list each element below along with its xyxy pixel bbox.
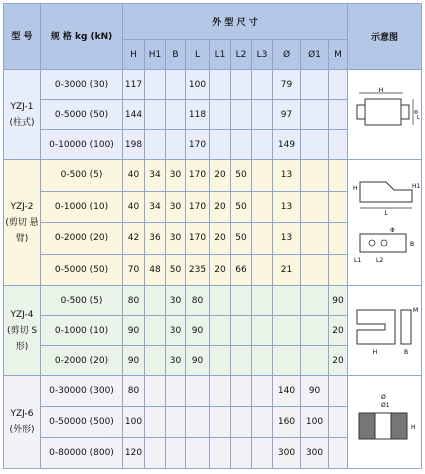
value-cell: 30 xyxy=(166,316,186,346)
header-col-4: L1 xyxy=(210,40,231,70)
d6-phi-label: Ø xyxy=(380,394,386,401)
value-cell xyxy=(252,407,273,438)
value-cell xyxy=(301,100,329,130)
value-cell xyxy=(329,130,348,160)
d2-b-label: B xyxy=(409,240,414,248)
value-cell xyxy=(231,130,252,160)
value-cell xyxy=(329,70,348,100)
value-cell: 235 xyxy=(186,254,210,286)
value-cell: 20 xyxy=(329,346,348,376)
value-cell xyxy=(145,316,166,346)
value-cell xyxy=(329,438,348,469)
value-cell: 21 xyxy=(273,254,301,286)
value-cell xyxy=(329,254,348,286)
header-col-2: B xyxy=(166,40,186,70)
value-cell xyxy=(231,346,252,376)
value-cell xyxy=(210,407,231,438)
value-cell: 300 xyxy=(273,438,301,469)
value-cell xyxy=(145,70,166,100)
value-cell: 90 xyxy=(186,316,210,346)
spec-cell: 0-5000 (50) xyxy=(41,254,123,286)
value-cell xyxy=(145,407,166,438)
value-cell xyxy=(301,160,329,192)
value-cell xyxy=(329,376,348,407)
header-col-7: Ø xyxy=(273,40,301,70)
value-cell: 30 xyxy=(166,223,186,255)
value-cell xyxy=(166,407,186,438)
value-cell: 13 xyxy=(273,223,301,255)
d2-h-label: H xyxy=(352,184,358,192)
header-col-1: H1 xyxy=(145,40,166,70)
value-cell: 90 xyxy=(186,346,210,376)
diagram-cell xyxy=(348,376,422,469)
value-cell xyxy=(301,346,329,376)
value-cell: 140 xyxy=(273,376,301,407)
d2-l-label: L xyxy=(383,209,388,217)
value-cell xyxy=(301,191,329,223)
diagram-cell xyxy=(348,286,422,376)
value-cell: 66 xyxy=(231,254,252,286)
header-col-3: L xyxy=(186,40,210,70)
spec-cell: 0-2000 (20) xyxy=(41,223,123,255)
spec-cell: 0-10000 (100) xyxy=(41,130,123,160)
value-cell xyxy=(252,223,273,255)
spec-cell: 0-3000 (30) xyxy=(41,70,123,100)
header-model: 型 号 xyxy=(4,4,41,70)
header-diagram: 示意图 xyxy=(348,4,422,70)
header-col-0: H xyxy=(123,40,145,70)
value-cell xyxy=(273,286,301,316)
value-cell: 80 xyxy=(186,286,210,316)
column-load-cell-diagram xyxy=(351,85,419,145)
header-dims: 外 型 尺 寸 xyxy=(123,4,348,40)
value-cell: 50 xyxy=(166,254,186,286)
value-cell: 100 xyxy=(186,70,210,100)
value-cell: 198 xyxy=(123,130,145,160)
value-cell: 100 xyxy=(301,407,329,438)
value-cell: 144 xyxy=(123,100,145,130)
table-row xyxy=(4,286,422,316)
value-cell: 30 xyxy=(166,346,186,376)
value-cell xyxy=(145,286,166,316)
value-cell xyxy=(231,376,252,407)
value-cell xyxy=(210,316,231,346)
value-cell: 90 xyxy=(123,316,145,346)
value-cell: 50 xyxy=(231,223,252,255)
value-cell: 30 xyxy=(166,191,186,223)
value-cell xyxy=(166,70,186,100)
value-cell xyxy=(166,130,186,160)
model-cell: YZJ-1 (柱式) xyxy=(4,70,41,160)
value-cell xyxy=(186,438,210,469)
value-cell xyxy=(301,254,329,286)
value-cell: 149 xyxy=(273,130,301,160)
value-cell: 20 xyxy=(329,316,348,346)
value-cell xyxy=(329,100,348,130)
value-cell xyxy=(166,376,186,407)
ring-load-cell-diagram xyxy=(351,391,419,453)
value-cell xyxy=(145,438,166,469)
spec-cell: 0-80000 (800) xyxy=(41,438,123,469)
value-cell xyxy=(301,130,329,160)
value-cell xyxy=(231,438,252,469)
value-cell xyxy=(231,407,252,438)
diagram-cell xyxy=(348,70,422,160)
spec-cell: 0-5000 (50) xyxy=(41,100,123,130)
value-cell xyxy=(210,346,231,376)
spec-table xyxy=(3,3,422,469)
value-cell xyxy=(301,223,329,255)
value-cell: 170 xyxy=(186,223,210,255)
spec-cell: 0-30000 (300) xyxy=(41,376,123,407)
value-cell: 118 xyxy=(186,100,210,130)
value-cell xyxy=(301,286,329,316)
value-cell xyxy=(166,438,186,469)
value-cell: 30 xyxy=(166,286,186,316)
model-cell: YZJ-6 (外形) xyxy=(4,376,41,469)
value-cell: 80 xyxy=(123,286,145,316)
value-cell xyxy=(252,191,273,223)
value-cell: 160 xyxy=(273,407,301,438)
value-cell: 42 xyxy=(123,223,145,255)
value-cell: 13 xyxy=(273,160,301,192)
value-cell xyxy=(252,376,273,407)
value-cell: 300 xyxy=(301,438,329,469)
d4-h-label: H xyxy=(372,348,377,356)
value-cell xyxy=(252,316,273,346)
d6-phi1-label: Ø1 xyxy=(380,402,390,409)
value-cell: 13 xyxy=(273,191,301,223)
spec-cell: 0-50000 (500) xyxy=(41,407,123,438)
value-cell: 20 xyxy=(210,160,231,192)
value-cell xyxy=(252,130,273,160)
spec-cell: 0-1000 (10) xyxy=(41,316,123,346)
table-row xyxy=(4,376,422,407)
value-cell xyxy=(252,286,273,316)
header-spec: 规 格 kg (kN) xyxy=(41,4,123,70)
value-cell xyxy=(145,100,166,130)
d1-phi-label: Φ xyxy=(413,109,418,116)
value-cell xyxy=(252,70,273,100)
model-cell: YZJ-2 (剪切 悬臂) xyxy=(4,160,41,286)
value-cell xyxy=(329,160,348,192)
value-cell xyxy=(252,100,273,130)
diagram-cell xyxy=(348,160,422,286)
value-cell xyxy=(252,254,273,286)
d2-l1-label: L1 xyxy=(353,256,361,264)
value-cell: 36 xyxy=(145,223,166,255)
value-cell xyxy=(301,70,329,100)
value-cell: 80 xyxy=(123,376,145,407)
value-cell: 40 xyxy=(123,160,145,192)
value-cell xyxy=(166,100,186,130)
value-cell xyxy=(210,70,231,100)
value-cell: 48 xyxy=(145,254,166,286)
value-cell xyxy=(210,130,231,160)
d1-l-label: L xyxy=(416,114,420,121)
value-cell xyxy=(273,346,301,376)
value-cell: 120 xyxy=(123,438,145,469)
s-type-diagram xyxy=(351,300,419,362)
header-col-5: L2 xyxy=(231,40,252,70)
value-cell xyxy=(145,346,166,376)
value-cell: 90 xyxy=(329,286,348,316)
header-col-9: M xyxy=(329,40,348,70)
value-cell xyxy=(210,286,231,316)
spec-table-body xyxy=(4,4,422,469)
value-cell xyxy=(186,407,210,438)
value-cell: 90 xyxy=(301,376,329,407)
value-cell: 34 xyxy=(145,191,166,223)
value-cell xyxy=(329,407,348,438)
value-cell xyxy=(145,376,166,407)
value-cell xyxy=(329,223,348,255)
value-cell xyxy=(231,286,252,316)
value-cell: 170 xyxy=(186,191,210,223)
value-cell: 70 xyxy=(123,254,145,286)
d4-b-label: B xyxy=(403,348,408,356)
value-cell: 34 xyxy=(145,160,166,192)
value-cell: 170 xyxy=(186,130,210,160)
value-cell xyxy=(231,70,252,100)
value-cell xyxy=(252,160,273,192)
value-cell xyxy=(210,100,231,130)
value-cell: 90 xyxy=(123,346,145,376)
value-cell: 30 xyxy=(166,160,186,192)
model-cell: YZJ-4 (剪切 S 形) xyxy=(4,286,41,376)
value-cell: 20 xyxy=(210,254,231,286)
value-cell xyxy=(145,130,166,160)
value-cell xyxy=(273,316,301,346)
value-cell: 117 xyxy=(123,70,145,100)
value-cell: 170 xyxy=(186,160,210,192)
value-cell xyxy=(252,346,273,376)
value-cell: 50 xyxy=(231,191,252,223)
value-cell xyxy=(210,438,231,469)
d2-l2-label: L2 xyxy=(375,256,383,264)
table-row xyxy=(4,160,422,192)
header-col-8: Ø1 xyxy=(301,40,329,70)
d2-h1-label: H1 xyxy=(411,182,420,190)
table-row xyxy=(4,70,422,100)
spec-cell: 0-500 (5) xyxy=(41,160,123,192)
spec-cell: 0-1000 (10) xyxy=(41,191,123,223)
spec-cell: 0-2000 (20) xyxy=(41,346,123,376)
value-cell: 97 xyxy=(273,100,301,130)
value-cell: 40 xyxy=(123,191,145,223)
value-cell xyxy=(231,316,252,346)
value-cell xyxy=(231,100,252,130)
value-cell: 50 xyxy=(231,160,252,192)
value-cell: 20 xyxy=(210,191,231,223)
value-cell xyxy=(301,316,329,346)
value-cell xyxy=(186,376,210,407)
value-cell xyxy=(329,191,348,223)
d2-phi-label: Φ xyxy=(389,226,395,234)
shear-beam-diagram xyxy=(350,168,420,278)
d4-m-label: M xyxy=(412,306,418,314)
value-cell: 79 xyxy=(273,70,301,100)
spec-cell: 0-500 (5) xyxy=(41,286,123,316)
value-cell xyxy=(210,376,231,407)
d1-h-label: H xyxy=(378,86,383,94)
d6-h-label: H xyxy=(410,424,416,431)
value-cell: 100 xyxy=(123,407,145,438)
value-cell xyxy=(252,438,273,469)
header-col-6: L3 xyxy=(252,40,273,70)
value-cell: 20 xyxy=(210,223,231,255)
